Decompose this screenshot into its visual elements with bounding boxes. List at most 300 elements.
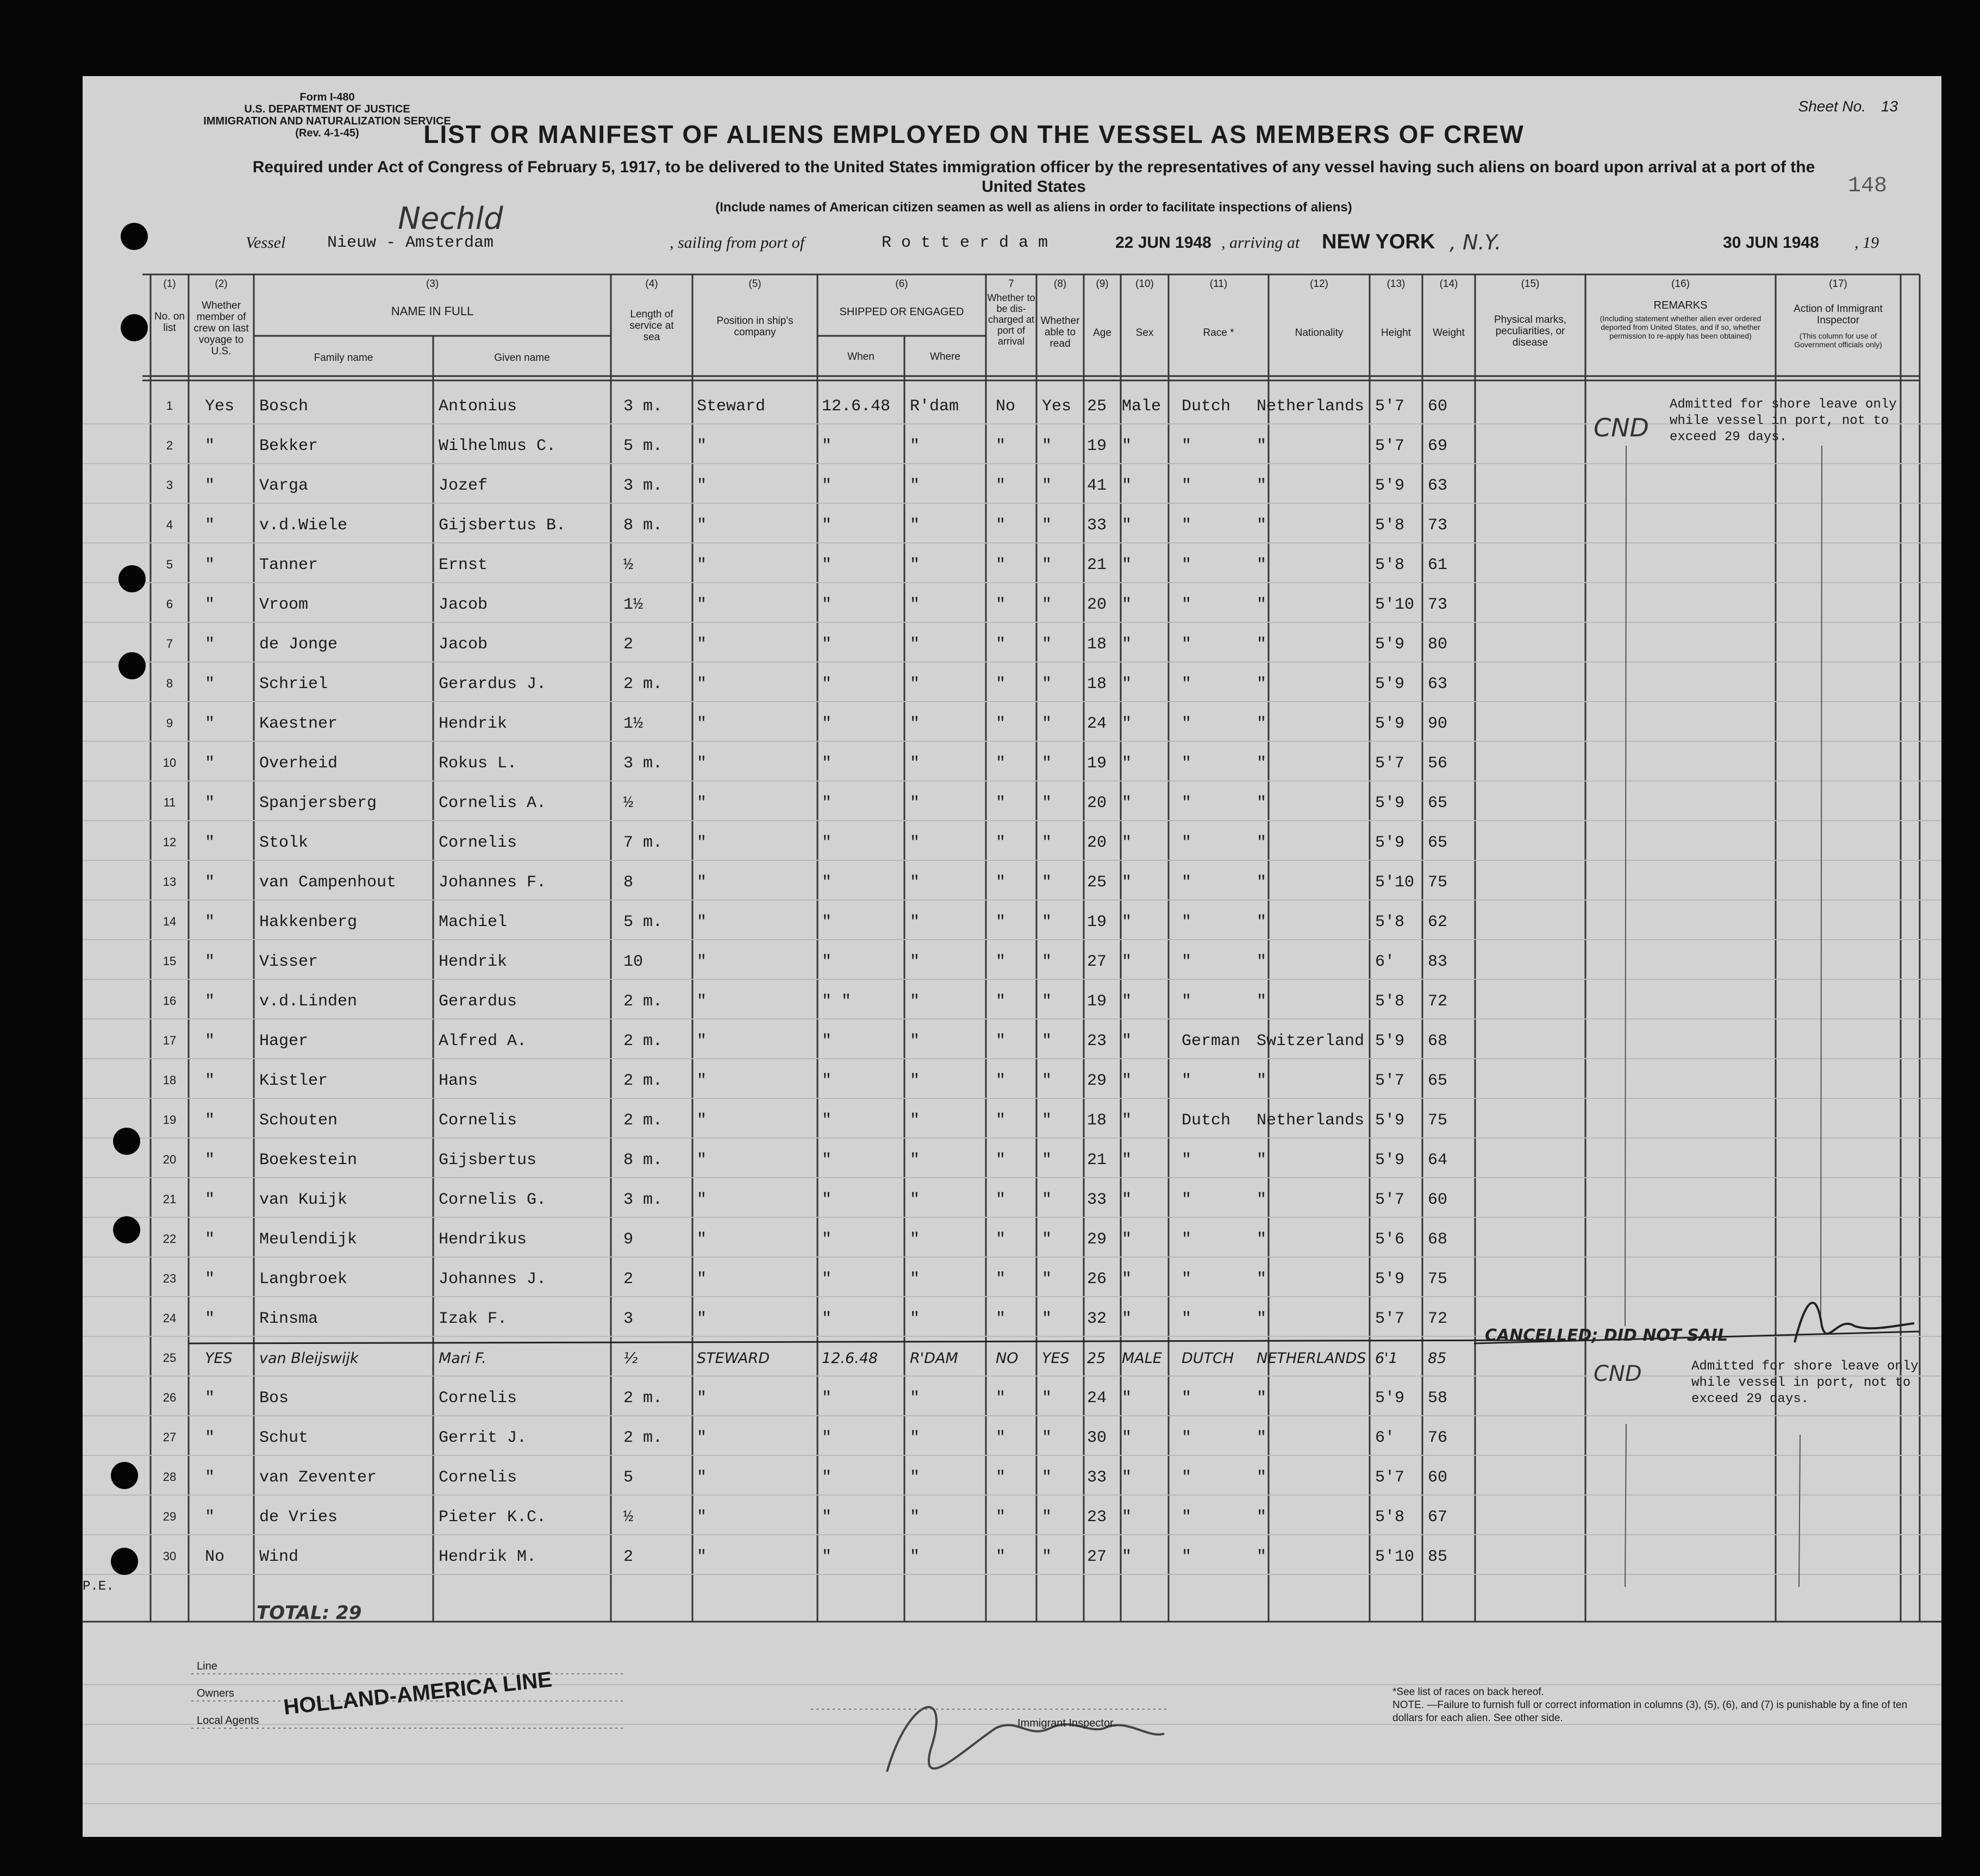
cell-height: 5'10 [1375,1548,1415,1566]
cell-nat: " [1257,437,1267,455]
cell-service: 7 m. [623,834,663,852]
cell-when: " [822,794,832,812]
cell-sex: " [1122,1270,1132,1289]
cell-given: Machiel [439,913,508,931]
cell-when: 12.6.48 [822,397,891,416]
cell-disch: " [996,1468,1006,1487]
cell-nat: " [1257,1429,1267,1447]
cell-crew: " [205,516,215,535]
col5-label: Position in ship's company [716,315,794,338]
cell-service: 3 m. [623,754,663,773]
cell-position: " [697,1429,707,1447]
col8-number: (8) [1053,278,1067,290]
cell-sex: " [1122,754,1132,773]
col16-number: (16) [1671,278,1690,290]
vessel-label: Vessel [246,234,286,252]
cell-crew: " [205,913,215,931]
cell-where: " [910,1548,920,1566]
cell-height: 5'7 [1375,397,1405,416]
cell-service: 3 [623,1310,634,1328]
cell-when: " [822,1191,832,1209]
cell-crew: " [205,556,215,574]
cell-nat: Netherlands [1257,397,1365,416]
cell-when: " [822,675,832,693]
cell-race: " [1182,1072,1192,1090]
col3-label: NAME IN FULL [391,304,474,318]
row-number: 18 [163,1073,177,1087]
cell-when: " [822,1032,832,1050]
punch-hole [118,565,146,592]
cell-nat: " [1257,1548,1267,1566]
cell-crew: " [205,1468,215,1487]
cell-sex: " [1122,1191,1132,1209]
col11-number: (11) [1209,278,1228,290]
cell-given: Jozef [439,477,488,495]
cell-sex: " [1122,1429,1132,1447]
cell-when: " [822,834,832,852]
punch-hole [111,1548,138,1575]
arriving-state: , N.Y. [1450,230,1502,254]
cell-age: 33 [1087,1191,1107,1209]
cell-race: " [1182,1270,1192,1289]
cell-sex: " [1122,913,1132,931]
cell-read: " [1042,1548,1052,1566]
cell-crew: " [205,1111,215,1130]
cell-race: " [1182,556,1192,574]
cell-disch: No [996,397,1016,416]
cell-given: Cornelis [439,1468,517,1487]
cell-age: 41 [1087,477,1107,495]
cell-family: de Jonge [259,635,338,654]
cell-nat: NETHERLANDS [1257,1350,1366,1367]
cell-given: Cornelis G. [439,1191,547,1209]
cell-sex: " [1122,1548,1132,1566]
cell-crew: " [205,1270,215,1289]
cell-position: " [697,1230,707,1249]
cell-crew: " [205,1310,215,1328]
cell-where: " [910,1151,920,1170]
cell-age: 29 [1087,1072,1107,1090]
cell-given: Pieter K.C. [439,1508,547,1527]
row-number: 19 [163,1113,177,1127]
cell-height: 5'8 [1375,1508,1405,1527]
cell-service: 2 [623,635,634,654]
cell-where: " [910,477,920,495]
row-number: 4 [166,518,173,531]
cell-crew: " [205,635,215,654]
row-number: 9 [166,716,173,730]
cell-nat: " [1257,834,1267,852]
cell-given: Cornelis A. [439,794,547,812]
cell-read: " [1042,1191,1052,1209]
col7-number: 7 [1008,278,1014,290]
row-number: 30 [163,1549,177,1563]
cell-age: 18 [1087,1111,1107,1130]
cell-position: " [697,635,707,654]
cell-nat: " [1257,715,1267,733]
cell-where: " [910,437,920,455]
cell-disch: NO [996,1350,1019,1367]
col6a-label: When [847,351,875,362]
document-title: LIST OR MANIFEST OF ALIENS EMPLOYED ON THE VESSEL AS MEMBERS OF CREW [423,120,1525,148]
col13-label: Height [1381,327,1411,339]
cell-age: 18 [1087,635,1107,654]
races-note: *See list of races on back hereof. [1392,1686,1544,1698]
cell-read: " [1042,1270,1052,1289]
cell-age: 27 [1087,1548,1107,1566]
cell-weight: 72 [1428,1310,1448,1328]
cell-race: " [1182,437,1192,455]
cell-position: " [697,715,707,733]
cell-disch: " [996,1548,1006,1566]
row-number: 6 [166,597,173,611]
cell-race: " [1182,675,1192,693]
cell-disch: " [996,1389,1006,1408]
col9-label: Age [1093,327,1111,339]
cell-position: " [697,754,707,773]
cell-weight: 65 [1428,1072,1448,1090]
col1-number: (1) [163,278,176,290]
cell-nat: Switzerland [1257,1032,1365,1050]
cell-nat: " [1257,992,1267,1011]
cell-disch: " [996,834,1006,852]
cell-race: " [1182,873,1192,892]
cell-service: 1½ [623,596,644,614]
line-label: Line [197,1660,217,1672]
cell-when: " [822,1389,832,1408]
cell-sex: " [1122,1072,1132,1090]
cell-disch: " [996,1191,1006,1209]
cell-read: " [1042,1508,1052,1527]
remark-shore-leave-1: Admitted for shore leave only while vessel in port, not to exceed 29 days. [1670,397,1897,445]
document-subtitle-note: (Include names of American citizen seamen as well as aliens in order to facilitate inspections of aliens) [715,200,1352,215]
col10-number: (10) [1135,278,1154,290]
sailing-date: 22 JUN 1948 [1115,234,1211,252]
cell-crew: " [205,675,215,693]
cell-where: " [910,1191,920,1209]
col11-label: Race * [1203,327,1234,339]
col6-label: SHIPPED OR ENGAGED [839,306,964,318]
cell-age: 25 [1087,873,1107,892]
cell-race: " [1182,1429,1192,1447]
note-text: —Failure to furnish full or correct information in columns (3), (5), (6), and (7) is punishable by a fine of ten dollars for each alien. See other side. [1392,1699,1908,1724]
row-number: 29 [163,1510,177,1523]
cell-position: Steward [697,397,766,416]
cell-service: 8 m. [623,516,663,535]
cell-when: " [822,715,832,733]
manifest-sheet [83,76,1941,1837]
sheet-label: Sheet No. [1798,98,1866,115]
cell-position: " [697,437,707,455]
remark-cnd-1: CND [1594,413,1649,442]
cell-read: " [1042,1310,1052,1328]
cell-race: " [1182,715,1192,733]
cell-disch: " [996,437,1006,455]
cell-position: " [697,556,707,574]
cell-height: 6' [1375,1429,1395,1447]
cell-given: Hans [439,1072,478,1090]
cell-age: 21 [1087,556,1107,574]
cell-service: 2 m. [623,1072,663,1090]
stamp-number: 148 [1847,174,1887,198]
remark-cnd-2: CND [1594,1361,1642,1386]
cell-position: " [697,1072,707,1090]
cell-family: Hager [259,1032,309,1050]
cell-family: Tanner [259,556,318,574]
cell-height: 5'7 [1375,1468,1405,1487]
cell-family: Kaestner [259,715,338,733]
cell-sex: " [1122,1032,1132,1050]
cell-where: " [910,1389,920,1408]
cell-service: 2 m. [623,1429,663,1447]
cell-height: 5'9 [1375,715,1405,733]
cell-where: " [910,556,920,574]
cell-crew: " [205,477,215,495]
cell-race: " [1182,794,1192,812]
cell-position: " [697,596,707,614]
cell-family: van Bleijswijk [259,1350,359,1367]
cell-age: 23 [1087,1032,1107,1050]
cell-where: " [910,1032,920,1050]
cell-race: Dutch [1182,1111,1231,1130]
cell-position: " [697,873,707,892]
cell-when: " [822,754,832,773]
cell-age: 23 [1087,1508,1107,1527]
row-number: 13 [163,875,177,889]
cell-weight: 61 [1428,556,1448,574]
cell-age: 27 [1087,953,1107,971]
cell-age: 18 [1087,675,1107,693]
cell-weight: 56 [1428,754,1448,773]
cell-service: 3 m. [623,397,663,416]
cell-position: " [697,477,707,495]
cell-height: 5'9 [1375,794,1405,812]
cell-family: Wind [259,1548,299,1566]
cell-read: " [1042,596,1052,614]
row-number: 17 [163,1034,177,1047]
cell-where: " [910,715,920,733]
cell-read: " [1042,754,1052,773]
cell-weight: 68 [1428,1032,1448,1050]
cell-where: " [910,1468,920,1487]
cell-weight: 65 [1428,794,1448,812]
cell-given: Johannes J. [439,1270,547,1289]
cell-position: " [697,953,707,971]
row-number: 7 [166,637,173,651]
cell-nat: " [1257,477,1267,495]
row-number: 8 [166,677,173,690]
cell-where: " [910,1072,920,1090]
cell-weight: 65 [1428,834,1448,852]
cell-race: " [1182,1389,1192,1408]
cell-weight: 58 [1428,1389,1448,1408]
cell-weight: 63 [1428,477,1448,495]
cell-height: 5'8 [1375,516,1405,535]
cell-crew: " [205,715,215,733]
cell-when: " [822,953,832,971]
cell-sex: " [1122,1508,1132,1527]
cell-when: " [822,516,832,535]
cell-read: " [1042,675,1052,693]
cell-disch: " [996,873,1006,892]
row-number: 5 [166,558,173,571]
remark-cancelled: CANCELLED; DID NOT SAIL [1485,1326,1728,1345]
cell-service: 9 [623,1230,634,1249]
cell-family: Vroom [259,596,309,614]
cell-age: 29 [1087,1230,1107,1249]
cell-given: Hendrik [439,715,508,733]
cell-read: " [1042,1230,1052,1249]
cell-given: Hendrik M. [439,1548,537,1566]
cell-family: van Zeventer [259,1468,377,1487]
cell-service: 2 m. [623,1111,663,1130]
col1-label: No. on list [154,311,185,334]
cell-race: " [1182,1508,1192,1527]
row-number: 22 [163,1232,177,1246]
cell-given: Johannes F. [439,873,547,892]
cell-position: " [697,1270,707,1289]
cell-weight: 80 [1428,635,1448,654]
col15-label: Physical marks, peculiarities, or disease [1494,314,1567,348]
cell-weight: 75 [1428,873,1448,892]
cell-height: 5'9 [1375,635,1405,654]
cell-disch: " [996,953,1006,971]
cell-where: " [910,873,920,892]
cell-where: " [910,1310,920,1328]
cell-crew: Yes [205,397,235,416]
cell-given: Gerardus J. [439,675,547,693]
row-number: 16 [163,994,177,1008]
cell-given: Cornelis [439,1111,517,1130]
cell-family: van Kuijk [259,1191,348,1209]
cell-age: 25 [1087,1350,1106,1367]
cell-disch: " [996,516,1006,535]
cell-weight: 73 [1428,516,1448,535]
cell-position: " [697,1032,707,1050]
cell-sex: " [1122,873,1132,892]
cell-disch: " [996,596,1006,614]
cell-given: Izak F. [439,1310,508,1328]
cell-crew: " [205,596,215,614]
cell-height: 5'9 [1375,675,1405,693]
cell-where: " [910,516,920,535]
cell-height: 6' [1375,953,1395,971]
punch-hole [113,1216,140,1243]
cell-service: 10 [623,953,644,971]
cell-sex: " [1122,1111,1132,1130]
cell-crew: " [205,1429,215,1447]
punch-hole [118,652,146,679]
row-number: 15 [163,954,177,968]
cell-race: " [1182,1310,1192,1328]
col12-number: (12) [1310,278,1328,290]
cell-read: Yes [1042,397,1072,416]
remark-shore-leave-25: Admitted for shore leave only while vessel in port, not to exceed 29 days. [1691,1359,1919,1406]
total-count: TOTAL: 29 [257,1602,362,1624]
cell-nat: " [1257,873,1267,892]
cell-read: " [1042,953,1052,971]
cell-position: " [697,1111,707,1130]
cell-family: Schut [259,1429,309,1447]
cell-crew: No [205,1548,225,1566]
cell-sex: " [1122,477,1132,495]
cell-race: " [1182,1230,1192,1249]
cell-disch: " [996,477,1006,495]
cell-crew: " [205,1072,215,1090]
cell-where: " [910,675,920,693]
cell-read: " [1042,794,1052,812]
cell-where: R'dam [910,397,959,416]
cell-given: Gerrit J. [439,1429,527,1447]
cell-service: 2 m. [623,675,663,693]
cell-read: " [1042,715,1052,733]
owners-label: Owners [197,1687,234,1699]
cell-weight: 63 [1428,675,1448,693]
cell-weight: 60 [1428,1191,1448,1209]
cell-service: 3 m. [623,1191,663,1209]
cell-when: " [822,635,832,654]
agent-stamp: HOLLAND-AMERICA LINE [282,1667,553,1719]
cell-when: " [822,873,832,892]
cell-when: " [822,556,832,574]
note-label: NOTE. [1392,1699,1425,1711]
cell-position: " [697,1548,707,1566]
cell-disch: " [996,754,1006,773]
cell-sex: " [1122,715,1132,733]
col17-note: (This column for use of Government officials only) [1794,332,1882,349]
cell-nat: " [1257,913,1267,931]
cell-position: " [697,1310,707,1328]
row-number: 3 [166,478,173,492]
cell-nat: " [1257,596,1267,614]
punch-hole [111,1462,138,1489]
remark-ditto-line-1 [1625,446,1626,1326]
cell-where: " [910,1111,920,1130]
cell-race: " [1182,992,1192,1011]
cell-crew: " [205,1389,215,1408]
cell-nat: " [1257,1072,1267,1090]
cell-position: STEWARD [697,1350,770,1367]
cell-height: 5'7 [1375,1072,1405,1090]
cell-nat: " [1257,754,1267,773]
row-number: 26 [163,1391,177,1404]
cell-age: 26 [1087,1270,1107,1289]
cell-age: 33 [1087,1468,1107,1487]
cell-position: " [697,1151,707,1170]
cell-when: " [822,477,832,495]
cell-crew: " [205,873,215,892]
cell-family: Kistler [259,1072,328,1090]
cell-when: " [822,596,832,614]
cell-nat: " [1257,1310,1267,1328]
cell-height: 5'9 [1375,1111,1405,1130]
cell-race: " [1182,635,1192,654]
cell-when: " " [822,992,852,1011]
row-number: 12 [163,835,177,849]
cell-given: Jacob [439,635,488,654]
cell-nat: Netherlands [1257,1111,1365,1130]
col6b-label: Where [930,351,960,362]
action-line-1 [1821,446,1822,1315]
cell-race: " [1182,1548,1192,1566]
cell-family: v.d.Linden [259,992,358,1011]
cell-height: 5'6 [1375,1230,1405,1249]
inspector-label: Immigrant Inspector. [1017,1717,1116,1729]
cell-disch: " [996,913,1006,931]
cell-given: Jacob [439,596,488,614]
cell-weight: 73 [1428,596,1448,614]
cell-when: " [822,1310,832,1328]
